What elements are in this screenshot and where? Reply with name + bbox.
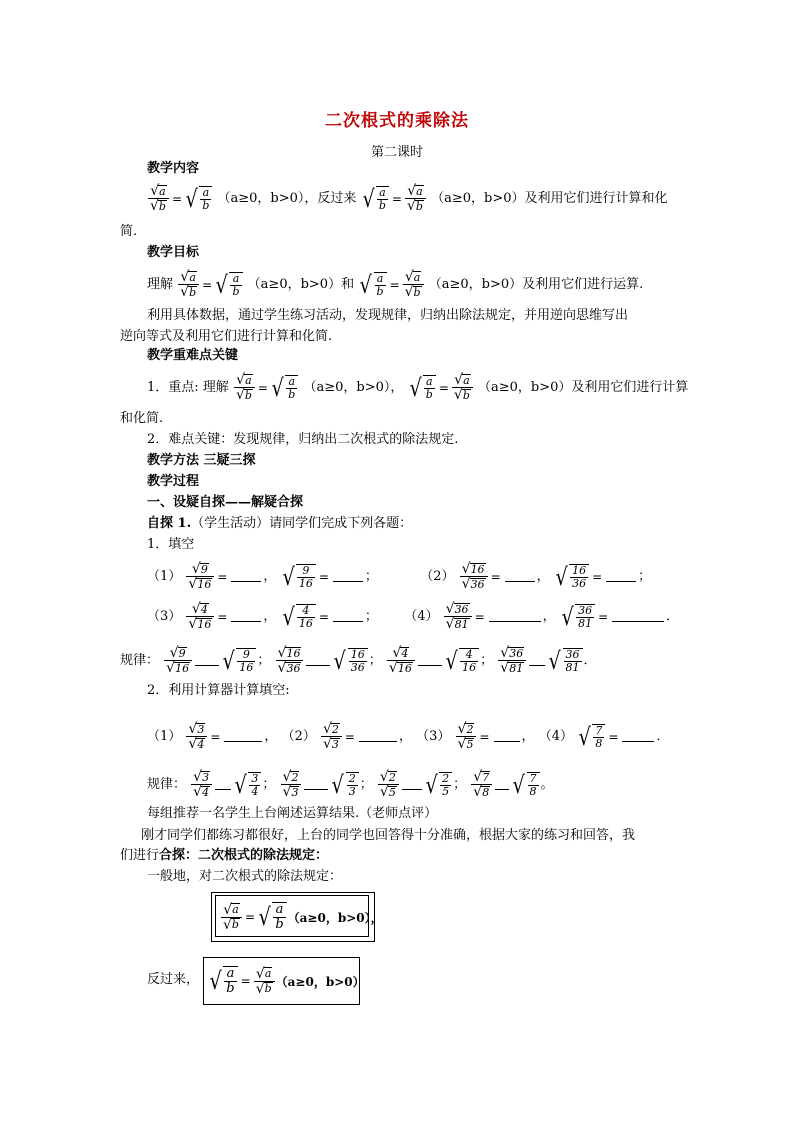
goals-line-1: 理解 √ a √ b = √ a b （a≥0，b>0）和 √ a b = √ a √ b （a≥0，b>0）及利用它们进行运算. [147,269,644,300]
compare-blank[interactable] [418,655,442,666]
answer-blank[interactable] [333,571,363,582]
recommend-line: 每组推荐一名学生上台阐述运算结果.（老师点评） [147,806,438,821]
section-process-heading: 教学过程 [147,474,200,489]
compare-blank[interactable] [306,655,330,666]
answer-blank[interactable] [231,611,261,622]
section-content-heading: 教学内容 [147,161,200,176]
content-line-1: √ a √ b = √ a b （a≥0，b>0），反过来 √ a b = √ a √ b （a≥0，b>0）及利用它们进行计算和化 [147,184,707,213]
formula-div: √ a √ b = √ a b [147,184,213,213]
exercise-1-title: 1．填空 [147,537,195,552]
compare-blank[interactable] [215,779,231,790]
page-subtitle: 第二课时 [370,145,423,160]
exercise-intro: 自探 1.（学生活动）请同学们完成下列各题： [147,516,413,531]
compare-blank[interactable] [495,779,509,790]
section-goals-heading: 教学目标 [147,245,200,260]
answer-blank[interactable] [231,571,261,582]
exercise-2-title: 2．利用计算器计算填空: [147,683,290,698]
rule-row-1: 规律： √ 9 √ 16 √ 9 16 ； √ 16 √ 36 √ 16 36 ； √ 4 √ 16 √ 4 16 ； √ 36 √ 81 √ 36 81 ． [120,645,597,676]
key-line-1: 1．重点: 理解 √ a √ b = √ a b （a≥0，b>0）， √ a b = √ a √ b （a≥0，b>0）及利用它们进行计算 [147,372,689,403]
section-key-heading: 教学重难点关键 [147,348,239,363]
rule-row-2: 规律： √ 3 √ 4 √ 3 4 ； √ 2 √ 3 √ 2 3 ； √ 2 √ 5 √ 2 5 ； √ 7 √ 8 √ 7 8 。 [147,769,554,800]
compare-blank[interactable] [195,655,219,666]
exercise-row-1: （1） √ 9 √ 16 = ， √ 9 16 = ； （2） √ 16 √ 36 = ， √ 16 36 = ； [147,561,652,592]
answer-blank[interactable] [505,571,535,582]
compare-blank[interactable] [304,779,328,790]
key-line-2: 和化简. [120,411,164,426]
goals-line-2: 利用具体数据，通过学生练习活动，发现规律，归纳出除法规定，并用逆向思维写出 [147,308,629,323]
compare-blank[interactable] [529,655,545,666]
answer-blank[interactable] [333,611,363,622]
content-line-2: 简. [120,224,138,239]
section-method-heading: 教学方法 三疑三探 [147,453,256,468]
page-title: 二次根式的乘除法 [325,111,469,131]
exercise-2-row: （1） √ 3 √ 4 = ， （2） √ 2 √ 3 = ， （3） √ 2 √ 5 = ， （4） √ 7 8 = ． [147,721,670,752]
answer-blank[interactable] [359,731,397,742]
paragraph-line-2: 们进行合探：二次根式的除法规定： [120,848,329,863]
answer-blank[interactable] [622,731,654,742]
reverse-label: 反过来， [147,972,200,987]
general-rule-line: 一般地，对二次根式的除法规定： [147,869,343,884]
paragraph-line-1: 刚才同学们都练习都很好，上台的同学也回答得十分准确，根据大家的练习和回答，我 [141,828,636,843]
compare-blank[interactable] [402,779,422,790]
part1-heading: 一、设疑自探——解疑合探 [147,495,304,510]
goals-line-3: 逆向等式及利用它们进行计算和化简. [120,329,333,344]
answer-blank[interactable] [224,731,262,742]
exercise-row-2: （3） √ 4 √ 16 = ， √ 4 16 = ； （4） √ 36 √ 81 = ， √ 36 81 = ． [147,601,680,632]
answer-blank[interactable] [489,611,541,622]
answer-blank[interactable] [494,731,520,742]
answer-blank[interactable] [612,611,664,622]
formula-div-reverse: √ a b = √ a √ b [361,184,427,213]
reverse-rule-box: √ a b = √ a √ b （a≥0，b>0） [203,957,360,1005]
answer-blank[interactable] [606,571,636,582]
division-rule-box: √ a √ b = √ a b （a≥0，b>0）， [211,892,375,942]
key-line-3: 2．难点关键：发现规律，归纳出二次根式的除法规定. [147,432,459,447]
